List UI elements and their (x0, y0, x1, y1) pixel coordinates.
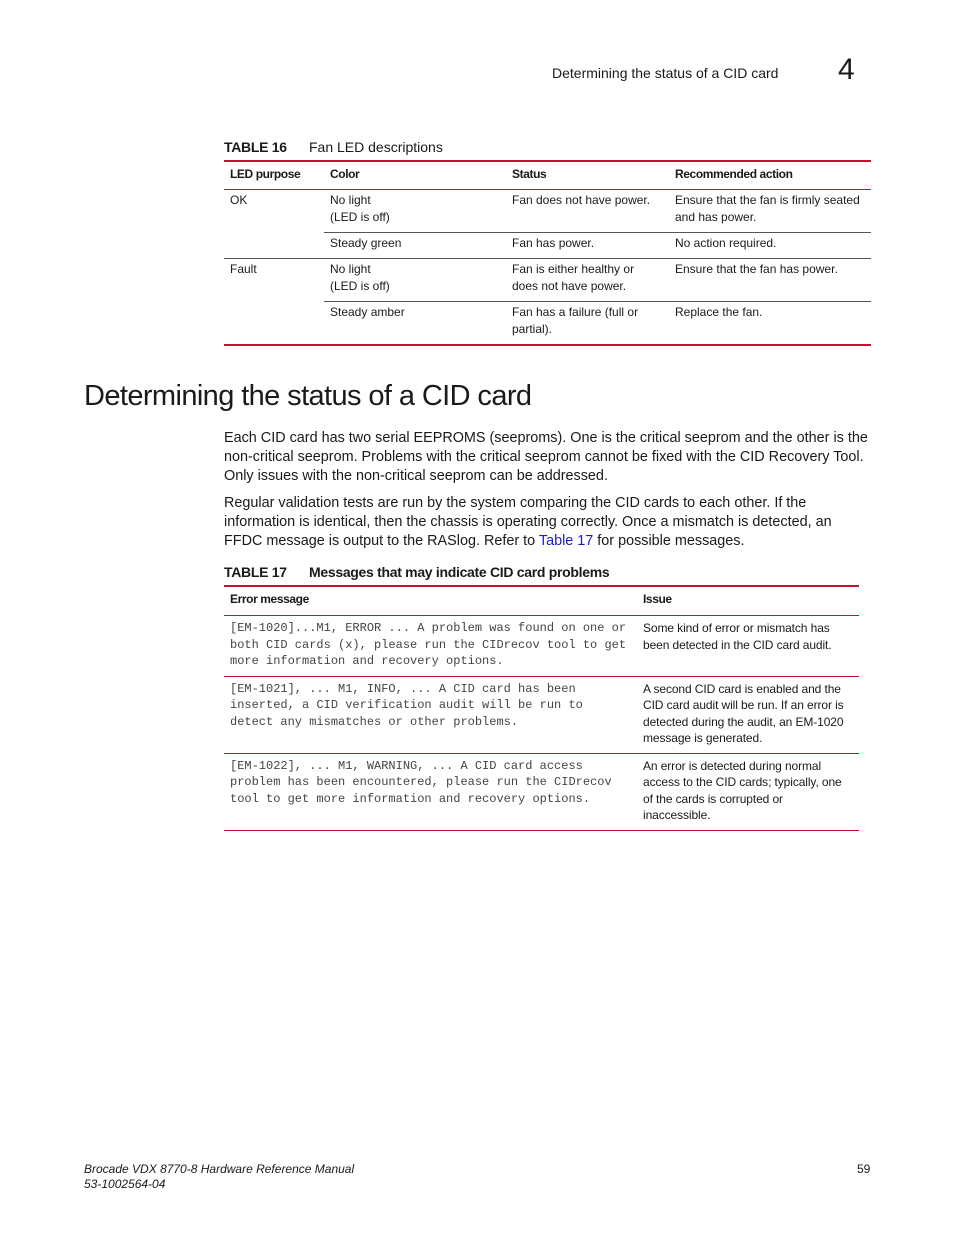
document-number: 53-1002564-04 (84, 1177, 166, 1191)
table16-caption (224, 139, 443, 155)
column-header: Status (506, 161, 669, 190)
issue-cell: A second CID card is enabled and the CID card audit will be run. If an error is detected during the audit, an EM-1020 message is generated. (637, 676, 859, 753)
table17-title: Messages that may indicate CID card problems (309, 564, 610, 580)
color-line: (LED is off) (330, 279, 390, 293)
status-cell: Fan has a failure (full or partial). (506, 302, 669, 346)
status-cell: Fan is either healthy or does not have power. (506, 259, 669, 302)
color-line: No light (330, 193, 371, 207)
column-header: Color (324, 161, 506, 190)
table16-title: Fan LED descriptions (309, 139, 443, 155)
error-message-cell: [EM-1020]...M1, ERROR ... A problem was found on one or both CID cards (x), please run the CIDrecov tool to get more information and recovery options. (224, 616, 637, 677)
issue-cell: An error is detected during normal access to the CID cards; typically, one of the cards is corrupted or inaccessible. (637, 753, 859, 830)
column-header: Issue (637, 586, 859, 616)
issue-cell: Some kind of error or mismatch has been detected in the CID card audit. (637, 616, 859, 677)
body-paragraph: Each CID card has two serial EEPROMS (seeproms). One is the critical seeprom and the other is the non-critical seeprom. Problems with the critical seeprom cannot be fixed with the CID Recovery Tool. Only issues with the non-critical seeprom can be addressed. (224, 430, 868, 484)
action-cell: Ensure that the fan is firmly seated and has power. (675, 193, 860, 224)
error-message-cell: [EM-1022], ... M1, WARNING, ... A CID card access problem has been encountered, please run the CIDrecov tool to get more information and recovery options. (224, 753, 637, 830)
cid-messages-table (224, 585, 859, 831)
footer-left (84, 1162, 354, 1192)
action-cell: No action required. (669, 233, 871, 259)
action-cell: Replace the fan. (669, 302, 871, 346)
color-cell (324, 190, 506, 233)
error-message-cell: [EM-1021], ... M1, INFO, ... A CID card has been inserted, a CID verification audit will be run to detect any mismatches or other problems. (224, 676, 637, 753)
table-row (224, 676, 859, 753)
color-cell: Steady green (324, 233, 506, 259)
color-cell: Steady amber (324, 302, 506, 346)
table17-label: TABLE 17 (224, 564, 287, 580)
led-purpose-cell: Fault (224, 259, 324, 346)
color-cell (324, 259, 506, 302)
status-cell: Fan does not have power. (512, 193, 651, 207)
table16-label: TABLE 16 (224, 139, 287, 155)
table17-link[interactable]: Table 17 (538, 533, 594, 549)
column-header: Recommended action (669, 161, 871, 190)
paragraph-text: for possible messages. (593, 533, 745, 549)
table-row (224, 259, 871, 302)
body-paragraph (224, 494, 870, 551)
column-header: LED purpose (224, 161, 324, 190)
paragraph-text: Regular validation tests are run by the system comparing the CID cards to each other. If the information is identical, then the chassis is operating correctly. Once a mismatch is detected, an FFDC message is output to the RASlog. Refer to (224, 495, 832, 549)
fan-led-table (224, 160, 871, 346)
status-cell: Fan has power. (506, 233, 669, 259)
running-header-title: Determining the status of a CID card (552, 65, 779, 81)
column-header: Error message (224, 586, 637, 616)
page-number: 59 (857, 1162, 871, 1176)
color-line: No light (330, 262, 371, 276)
color-line: (LED is off) (330, 210, 390, 224)
table-row (224, 753, 859, 830)
action-cell: Ensure that the fan has power. (669, 259, 871, 302)
section-heading: Determining the status of a CID card (84, 380, 532, 412)
manual-title: Brocade VDX 8770-8 Hardware Reference Manual (84, 1162, 355, 1176)
table-row (224, 190, 871, 233)
table17-caption (224, 564, 610, 580)
led-purpose-cell: OK (230, 193, 248, 207)
chapter-number: 4 (838, 53, 855, 86)
table-row (224, 616, 859, 677)
